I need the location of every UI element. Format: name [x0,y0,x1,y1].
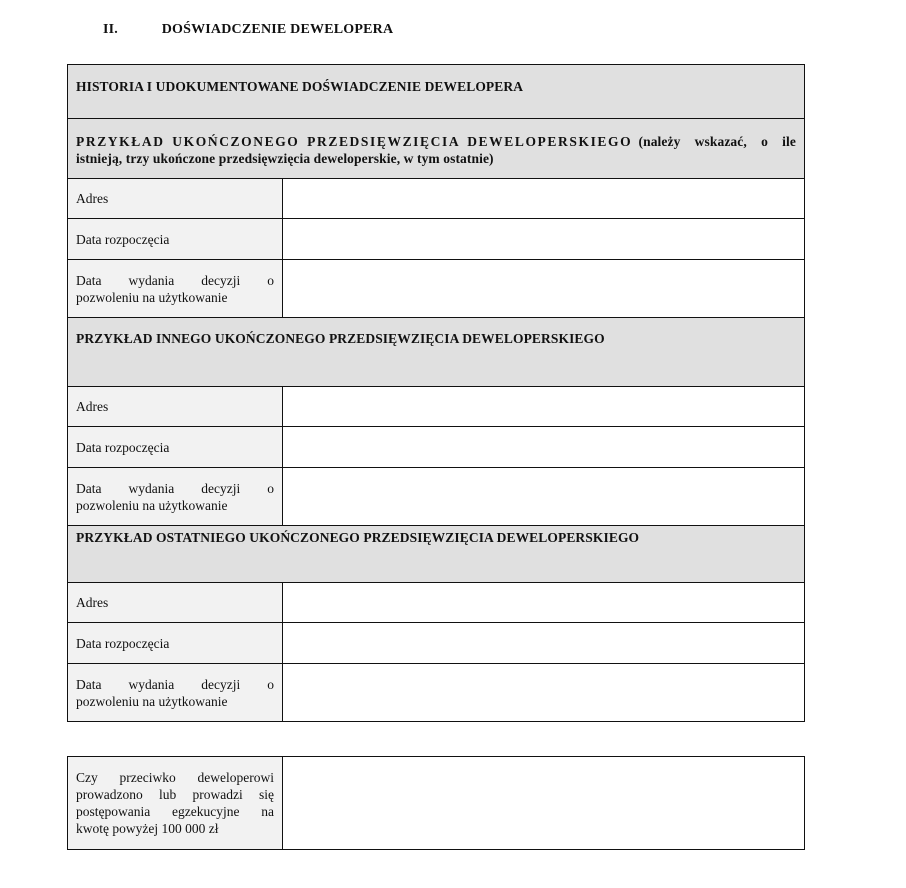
table-row [68,583,805,623]
group-heading-other: PRZYKŁAD INNEGO UKOŃCZONEGO PRZEDSIĘWZIĘCIA DEWELOPERSKIEGO [68,318,805,387]
group-heading-latest: PRZYKŁAD OSTATNIEGO UKOŃCZONEGO PRZEDSIĘWZIĘCIA DEWELOPERSKIEGO [68,526,805,583]
start-date-field[interactable] [283,427,805,468]
table-row [68,427,805,468]
table-title: HISTORIA I UDOKUMENTOWANE DOŚWIADCZENIE DEWELOPERA [68,65,805,119]
table-title-row [68,65,805,119]
permit-date-label: Data wydania decyzji o pozwoleniu na użytkowanie [68,468,283,526]
section-number: II. [103,22,118,37]
permit-date-label: Data wydania decyzji o pozwoleniu na użytkowanie [68,260,283,318]
table-row [68,179,805,219]
developer-experience-table [67,64,805,722]
permit-date-field[interactable] [283,468,805,526]
permit-date-field[interactable] [283,664,805,722]
table-row [68,757,805,850]
address-field[interactable] [283,387,805,427]
section-title: DOŚWIADCZENIE DEWELOPERA [161,22,394,37]
group-heading-line2: istnieją, trzy ukończone przedsięwzięcia deweloperskie, w tym ostatnie) [76,151,494,166]
start-date-label: Data rozpoczęcia [68,623,283,664]
address-label: Adres [68,387,283,427]
table-row [68,219,805,260]
table-row [68,387,805,427]
permit-date-field[interactable] [283,260,805,318]
table-row [68,623,805,664]
permit-date-label: Data wydania decyzji o pozwoleniu na użytkowanie [68,664,283,722]
group-heading-row [68,318,805,387]
section-heading [103,22,393,38]
start-date-field[interactable] [283,623,805,664]
address-label: Adres [68,583,283,623]
enforcement-question-label: Czy przeciwko deweloperowi prowadzono lub prowadzi się postępowania egzekucyjne na kwotę powyżej 100 000 zł [68,757,283,850]
group-heading-line1: PRZYKŁAD UKOŃCZONEGO PRZEDSIĘWZIĘCIA DEWELOPERSKIEGO (należy wskazać, o ile [76,134,796,149]
start-date-label: Data rozpoczęcia [68,219,283,260]
address-field[interactable] [283,179,805,219]
enforcement-answer-field[interactable] [283,757,805,850]
table-row [68,260,805,318]
address-field[interactable] [283,583,805,623]
group-heading-completed [68,119,805,179]
group-heading-row [68,119,805,179]
start-date-label: Data rozpoczęcia [68,427,283,468]
start-date-field[interactable] [283,219,805,260]
table-row [68,664,805,722]
group-heading-row [68,526,805,583]
address-label: Adres [68,179,283,219]
table-row [68,468,805,526]
enforcement-proceedings-table [67,756,805,850]
